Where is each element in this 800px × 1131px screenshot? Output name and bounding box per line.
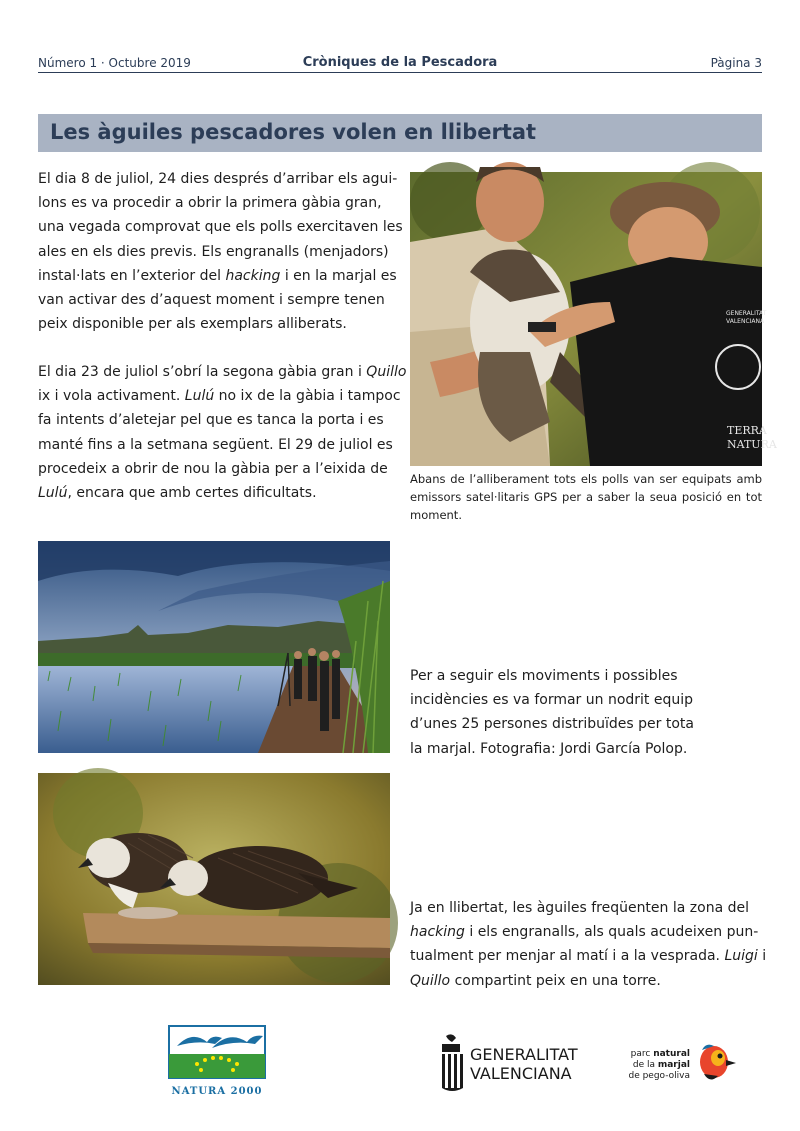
text-line: la marjal. Fotografia: Jordi García Polop. [410,740,688,757]
paragraph-2 [38,360,407,505]
parc-natural-text: de la marjal [632,1060,690,1070]
text-line: ix i vola activament. Lulú no ix de la gàbia i tampoc [38,388,401,405]
header-rule [38,72,762,73]
text-line: peix disponible per als exemplars alliberats. [38,316,347,333]
photo-marsh-team [38,541,390,753]
text-line: Ja en llibertat, les àguiles freqüenten la zona del [410,900,749,916]
text-line: El dia 23 de juliol s’obrí la segona gàbia gran i Quillo [38,364,407,380]
bird-icon [700,1045,736,1080]
article-title: Les àguiles pescadores volen en llibertat [50,120,537,144]
parc-natural-text: parc natural [630,1049,690,1059]
shirt-text: GENERALITAT [726,310,767,317]
text-line: tualment per menjar al matí i a la vesprada. Luigi i [410,948,767,965]
caption-photo-1: Abans de l’alliberament tots els polls van ser equipats amb emissors satel·litaris GPS per a saber la seua posició en tot moment. [410,472,762,522]
parc-natural-text: de pego-oliva [628,1071,690,1081]
caption-photo-3 [410,896,767,993]
natura-2000-logo [167,1024,267,1098]
text-line: instal·lats en l’exterior del hacking i en la marjal es [38,267,397,284]
caption-photo-2 [410,664,762,761]
text-line: hacking i els engranalls, als quals acudeixen pun- [410,924,759,941]
publication-title: Cròniques de la Pescadora [302,55,498,70]
natura-text: NATURA 2000 [171,1086,263,1097]
text-line: d’unes 25 persones distribuïdes per tota [410,716,694,733]
generalitat-valenciana-logo [438,1032,588,1094]
text-line: Per a seguir els moviments i possibles [410,668,678,684]
text-line: fa intents d’aletejar pel que es tanca la porta i es [38,412,384,429]
photo-ospreys-tower [38,773,390,985]
shirt-text: NATURA [727,438,777,451]
parc-natural-logo [622,1040,742,1088]
text-line: ales en els dies previs. Els engranalls (menjadors) [38,243,389,260]
shirt-text: VALENCIANA [726,318,765,325]
text-line: una vegada comprovat que els polls exercitaven les [38,219,403,236]
photo-osprey-tagging [410,172,777,466]
text-line: van activar des d’aquest moment i sempre tenen [38,292,385,309]
generalitat-line-2: VALENCIANA [470,1064,572,1083]
text-line: incidències es va formar un nodrit equip [410,692,694,709]
text-line: Quillo compartint peix en una torre. [410,972,661,989]
text-line: lons es va procedir a obrir la primera gàbia gran, [38,195,382,212]
text-line: manté fins a la setmana següent. El 29 de juliol es [38,436,393,453]
page-number: Pàgina 3 [710,56,762,70]
paragraph-1 [38,167,403,336]
text-line: El dia 8 de juliol, 24 dies després d’arribar els agui- [38,171,398,187]
issue-info: Número 1 · Octubre 2019 [38,56,191,70]
shirt-text: TERRA [727,424,767,437]
article-title-bar [38,114,762,152]
text-line: Lulú, encara que amb certes dificultats. [38,485,317,502]
text-line: procedeix a obrir de nou la gàbia per a l’eixida de [38,460,388,477]
generalitat-line-1: GENERALITAT [470,1045,578,1064]
